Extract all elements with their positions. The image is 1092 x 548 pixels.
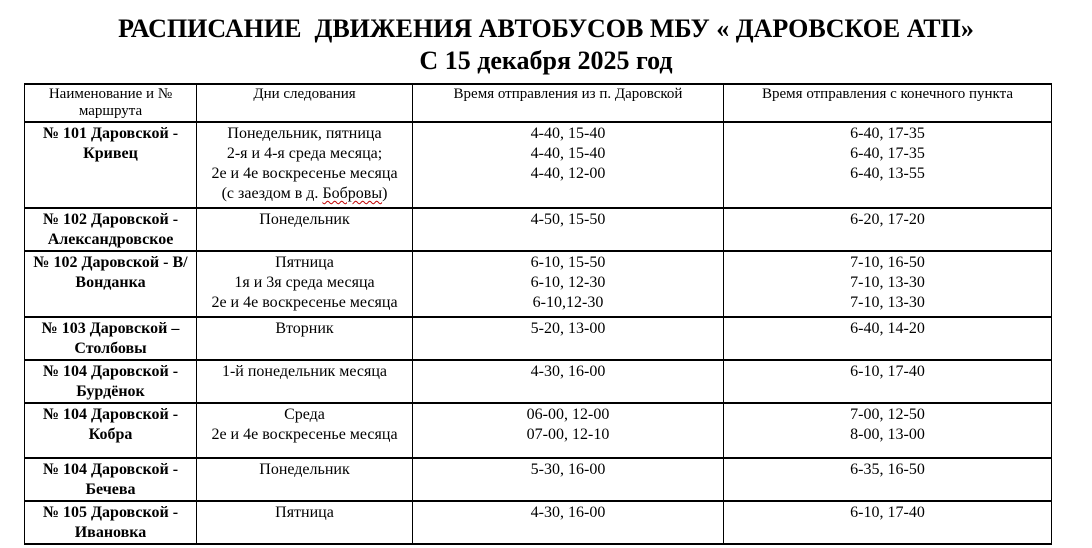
days-cell-line: Пятница <box>275 504 334 521</box>
departure-from-terminus-cell-line: 6-40, 13-55 <box>850 165 925 182</box>
route-cell <box>25 208 197 251</box>
departure-from-darovskoy-cell <box>413 122 724 208</box>
days-cell-line: Понедельник, пятница <box>227 125 382 142</box>
days-cell-line: Понедельник <box>259 211 350 228</box>
route-cell-line: № 104 Даровской - Кобра <box>42 406 179 443</box>
route-cell-line: № 102 Даровской - В/Вонданка <box>33 254 188 291</box>
days-cell <box>197 317 413 360</box>
page-title: РАСПИСАНИЕ ДВИЖЕНИЯ АВТОБУСОВ МБУ « ДАРОВСКОЕ АТП» <box>118 14 974 43</box>
schedule-table <box>24 83 1052 545</box>
days-cell-line: (с заездом в д. Бобровы) <box>221 185 388 202</box>
departure-from-darovskoy-cell-line: 6-10, 15-50 <box>530 254 606 271</box>
departure-from-darovskoy-cell <box>413 403 724 458</box>
days-cell-line: 2е и 4е воскресенье месяца <box>211 426 398 443</box>
page-subtitle: С 15 декабря 2025 год <box>419 46 673 75</box>
departure-from-darovskoy-cell-line: 4-40, 12-00 <box>530 165 606 182</box>
days-cell-line: Пятница <box>275 254 334 271</box>
departure-from-terminus-cell-line: 6-40, 17-35 <box>850 125 925 142</box>
route-cell-line: № 104 Даровской - Бечева <box>42 461 179 498</box>
route-cell <box>25 403 197 458</box>
days-cell-line: 2е и 4е воскресенье месяца <box>211 165 398 182</box>
departure-from-darovskoy-cell-line: 6-10,12-30 <box>532 294 604 311</box>
route-cell <box>25 360 197 403</box>
days-cell <box>197 360 413 403</box>
departure-from-terminus-cell-line: 6-10, 17-40 <box>850 504 925 521</box>
departure-from-darovskoy-cell <box>413 208 724 251</box>
table-row <box>25 360 1052 403</box>
departure-from-darovskoy-cell-line: 4-40, 15-40 <box>530 125 606 142</box>
departure-from-darovskoy-cell-line: 06-00, 12-00 <box>526 406 610 423</box>
departure-from-darovskoy-cell <box>413 317 724 360</box>
days-cell-line: Среда <box>284 406 325 423</box>
spellcheck-underline: Бобровы <box>322 185 383 202</box>
departure-from-terminus-cell-line: 6-35, 16-50 <box>850 461 925 478</box>
route-cell-line: № 105 Даровской - Ивановка <box>42 504 179 541</box>
days-cell <box>197 251 413 317</box>
departure-from-darovskoy-cell <box>413 251 724 317</box>
route-cell <box>25 501 197 544</box>
column-header-route: Наименование и № маршрута <box>25 84 197 122</box>
table-header <box>25 84 1052 122</box>
route-cell <box>25 251 197 317</box>
departure-from-terminus-cell-line: 6-20, 17-20 <box>850 211 925 228</box>
route-cell <box>25 458 197 501</box>
departure-from-terminus-cell <box>724 458 1052 501</box>
departure-from-darovskoy-cell <box>413 501 724 544</box>
departure-from-terminus-cell-line: 6-10, 17-40 <box>850 363 925 380</box>
departure-from-darovskoy-cell-line: 4-30, 16-00 <box>530 504 606 521</box>
days-cell <box>197 208 413 251</box>
days-cell <box>197 403 413 458</box>
route-cell-line: № 104 Даровской - Бурдёнок <box>42 363 179 400</box>
departure-from-terminus-cell-line: 7-10, 13-30 <box>850 294 925 311</box>
departure-from-terminus-cell-line: 7-10, 13-30 <box>850 274 925 291</box>
departure-from-darovskoy-cell <box>413 360 724 403</box>
table-row <box>25 501 1052 544</box>
departure-from-terminus-cell-line: 6-40, 14-20 <box>850 320 925 337</box>
departure-from-terminus-cell-line: 7-00, 12-50 <box>850 406 925 423</box>
route-cell-line: № 101 Даровской - Кривец <box>42 125 179 162</box>
days-cell-line: 2-я и 4-я среда месяца; <box>226 145 383 162</box>
days-cell-line: 1-й понедельник месяца <box>221 363 388 380</box>
table-row <box>25 403 1052 458</box>
header-row <box>25 84 1052 122</box>
departure-from-darovskoy-cell-line: 4-50, 15-50 <box>530 211 606 228</box>
departure-from-terminus-cell-line: 8-00, 13-00 <box>850 426 925 443</box>
days-cell <box>197 122 413 208</box>
table-row <box>25 317 1052 360</box>
departure-from-terminus-cell <box>724 501 1052 544</box>
departure-from-terminus-cell <box>724 208 1052 251</box>
departure-from-terminus-cell-line: 6-40, 17-35 <box>850 145 925 162</box>
table-row <box>25 251 1052 317</box>
departure-from-darovskoy-cell-line: 07-00, 12-10 <box>526 426 610 443</box>
table-row <box>25 122 1052 208</box>
days-cell-line: Вторник <box>275 320 334 337</box>
route-cell-line: № 103 Даровской – Столбовы <box>41 320 180 357</box>
column-header-days: Дни следования <box>197 84 413 122</box>
days-cell-line: 1я и 3я среда месяца <box>234 274 375 291</box>
table-row <box>25 208 1052 251</box>
days-cell <box>197 501 413 544</box>
schedule-body <box>25 122 1052 544</box>
departure-from-terminus-cell <box>724 122 1052 208</box>
departure-from-darovskoy-cell-line: 5-30, 16-00 <box>530 461 606 478</box>
days-cell-line: 2е и 4е воскресенье месяца <box>211 294 398 311</box>
departure-from-darovskoy-cell-line: 6-10, 12-30 <box>530 274 606 291</box>
departure-from-terminus-cell <box>724 251 1052 317</box>
route-cell-line: № 102 Даровской - Александровское <box>42 211 179 248</box>
departure-from-terminus-cell-line: 7-10, 16-50 <box>850 254 925 271</box>
route-cell <box>25 317 197 360</box>
table-row <box>25 458 1052 501</box>
departure-from-terminus-cell <box>724 403 1052 458</box>
departure-from-terminus-cell <box>724 317 1052 360</box>
route-cell <box>25 122 197 208</box>
departure-from-darovskoy-cell-line: 4-30, 16-00 <box>530 363 606 380</box>
days-cell-line: Понедельник <box>259 461 350 478</box>
departure-from-darovskoy-cell <box>413 458 724 501</box>
departure-from-terminus-cell <box>724 360 1052 403</box>
column-header-departure-darovskoy: Время отправления из п. Даровской <box>413 84 724 122</box>
departure-from-darovskoy-cell-line: 4-40, 15-40 <box>530 145 606 162</box>
days-cell <box>197 458 413 501</box>
departure-from-darovskoy-cell-line: 5-20, 13-00 <box>530 320 606 337</box>
column-header-departure-terminus: Время отправления с конечного пункта <box>724 84 1052 122</box>
